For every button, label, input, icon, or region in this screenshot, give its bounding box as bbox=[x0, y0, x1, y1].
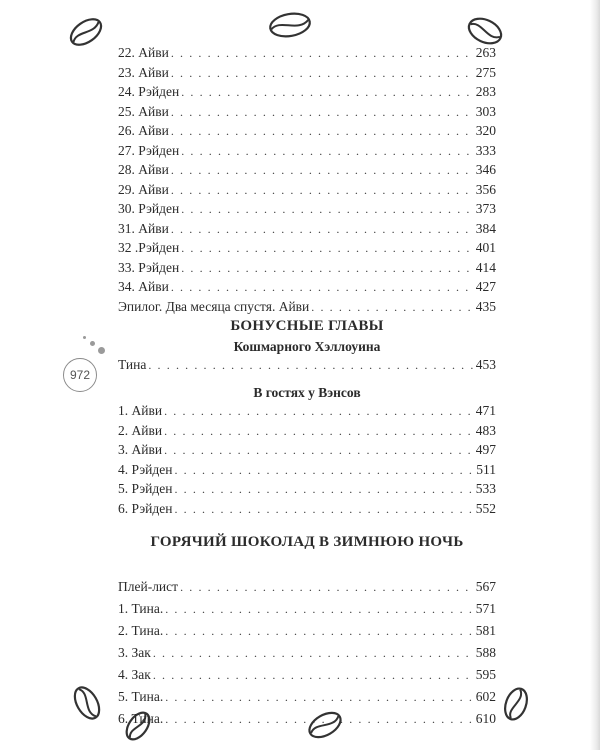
toc-entry bbox=[118, 298, 496, 316]
toc-entry-title: 26. Айви bbox=[118, 123, 169, 138]
toc-entry bbox=[118, 83, 496, 101]
toc-entry-title: 23. Айви bbox=[118, 64, 169, 80]
toc-entry-title: 5. Рэйден bbox=[118, 481, 173, 496]
toc-entry-title: 6. Тина. bbox=[118, 711, 164, 726]
toc-entry bbox=[118, 64, 496, 82]
toc-entry-page: 373 bbox=[475, 201, 496, 216]
decorative-dot bbox=[98, 347, 105, 354]
toc-entry bbox=[118, 578, 496, 596]
toc-leader bbox=[148, 356, 472, 374]
toc-entry-page: 275 bbox=[475, 64, 496, 80]
toc-entry bbox=[118, 103, 496, 121]
coffee-bean-icon bbox=[265, 8, 315, 42]
toc-entry-page: 552 bbox=[475, 500, 496, 516]
toc-entry-title: 3. Зак bbox=[118, 645, 151, 660]
toc-entry-page: 511 bbox=[476, 461, 496, 477]
toc-leader bbox=[181, 142, 473, 160]
toc-leader bbox=[171, 103, 473, 121]
toc-entry-page: 303 bbox=[475, 103, 496, 119]
toc-leader bbox=[164, 422, 473, 440]
toc-leader bbox=[181, 259, 473, 277]
toc-entry-title: 29. Айви bbox=[118, 181, 169, 197]
toc-entry-page: 581 bbox=[475, 623, 496, 638]
subsection-heading: В гостях у Вэнсов bbox=[253, 385, 361, 400]
toc-entry-title: Тина bbox=[118, 357, 147, 372]
toc-leader bbox=[165, 600, 473, 618]
toc-entry bbox=[118, 666, 496, 684]
toc-entry-page: 356 bbox=[475, 181, 496, 197]
toc-entry-title: 34. Айви bbox=[118, 279, 169, 294]
toc-entry-page: 497 bbox=[475, 442, 496, 457]
page-number: 972 bbox=[69, 368, 91, 382]
section-heading: БОНУСНЫЕ ГЛАВЫ bbox=[230, 318, 384, 334]
toc-leader bbox=[164, 441, 473, 459]
toc-leader bbox=[165, 622, 473, 640]
toc-entry-title: 4. Рэйден bbox=[118, 461, 173, 477]
toc-entry bbox=[118, 161, 496, 179]
toc-leader bbox=[181, 83, 473, 101]
toc-entry bbox=[118, 278, 496, 296]
toc-entry-title: 24. Рэйден bbox=[118, 84, 180, 99]
toc-leader bbox=[174, 500, 472, 518]
toc-entry bbox=[118, 44, 496, 62]
decorative-dot bbox=[83, 336, 86, 339]
toc-leader bbox=[171, 161, 473, 179]
toc-entry-page: 588 bbox=[475, 645, 496, 660]
toc-entry-title: 4. Зак bbox=[118, 667, 151, 682]
toc-entry-title: 5. Тина. bbox=[118, 689, 164, 704]
toc-entry-title: 2. Айви bbox=[118, 422, 163, 438]
toc-leader bbox=[171, 122, 473, 140]
toc-entry-page: 471 bbox=[475, 403, 496, 418]
toc-entry-title: 1. Тина. bbox=[118, 601, 164, 616]
toc-leader bbox=[171, 181, 473, 199]
toc-entry-title: Плей-лист bbox=[118, 579, 179, 594]
toc-entry bbox=[118, 644, 496, 662]
toc-entry bbox=[118, 688, 496, 706]
toc-entry-page: 384 bbox=[475, 220, 496, 236]
toc-entry-page: 533 bbox=[475, 481, 496, 496]
toc-leader bbox=[171, 64, 473, 82]
toc-entry-title: 25. Айви bbox=[118, 103, 169, 119]
page-number-badge bbox=[63, 358, 97, 392]
toc-entry bbox=[118, 500, 496, 518]
toc-leader bbox=[165, 688, 473, 706]
toc-entry bbox=[118, 239, 496, 257]
toc-leader bbox=[311, 298, 472, 316]
toc-entry-page: 567 bbox=[475, 579, 496, 594]
toc-entry bbox=[118, 461, 496, 479]
toc-leader bbox=[153, 666, 473, 684]
toc-entry-title: 33. Рэйден bbox=[118, 259, 180, 275]
toc-entry bbox=[118, 441, 496, 459]
toc-leader bbox=[153, 644, 473, 662]
toc-leader bbox=[180, 578, 473, 596]
coffee-bean-icon bbox=[496, 684, 536, 724]
toc-entry-page: 483 bbox=[475, 422, 496, 438]
toc-entry-page: 453 bbox=[475, 357, 496, 372]
toc-leader bbox=[171, 44, 473, 62]
toc-entry-title: Эпилог. Два месяца спустя. Айви bbox=[118, 298, 310, 314]
toc-entry-page: 435 bbox=[475, 298, 496, 314]
decorative-dot bbox=[90, 341, 95, 346]
toc-leader bbox=[181, 239, 473, 257]
toc-entry-page: 263 bbox=[475, 45, 496, 60]
toc-entry-page: 414 bbox=[475, 259, 496, 275]
toc-entry-title: 2. Тина. bbox=[118, 623, 164, 638]
toc-entry bbox=[118, 259, 496, 277]
toc-entry-title: 30. Рэйден bbox=[118, 201, 180, 216]
toc-leader bbox=[171, 278, 473, 296]
toc-entry-title: 32 .Рэйден bbox=[118, 240, 180, 255]
toc-entry-page: 401 bbox=[475, 240, 496, 255]
toc-entry bbox=[118, 220, 496, 238]
subsection-heading: Кошмарного Хэллоуина bbox=[233, 339, 381, 354]
section-heading: ГОРЯЧИЙ ШОКОЛАД В ЗИМНЮЮ НОЧЬ bbox=[150, 534, 464, 550]
toc-entry-title: 28. Айви bbox=[118, 162, 169, 177]
page-edge-shadow bbox=[590, 0, 600, 750]
coffee-bean-icon bbox=[65, 14, 107, 50]
toc-leader bbox=[181, 200, 473, 218]
toc-leader bbox=[171, 220, 473, 238]
toc-entry-page: 595 bbox=[475, 667, 496, 682]
toc-entry-title: 27. Рэйден bbox=[118, 142, 180, 158]
toc-entry-page: 427 bbox=[475, 279, 496, 294]
toc-leader bbox=[174, 461, 473, 479]
toc-leader bbox=[174, 480, 472, 498]
toc-entry bbox=[118, 181, 496, 199]
toc-entry bbox=[118, 402, 496, 420]
toc-entry-page: 610 bbox=[475, 711, 496, 726]
toc-entry bbox=[118, 422, 496, 440]
toc-entry bbox=[118, 200, 496, 218]
toc-leader bbox=[165, 710, 473, 728]
toc-entry bbox=[118, 122, 496, 140]
toc-entry-page: 333 bbox=[475, 142, 496, 158]
toc-entry-page: 320 bbox=[475, 123, 496, 138]
toc-entry-title: 1. Айви bbox=[118, 403, 163, 418]
toc-entry-page: 346 bbox=[475, 162, 496, 177]
coffee-bean-icon bbox=[67, 683, 107, 723]
toc-entry bbox=[118, 356, 496, 374]
toc-entry bbox=[118, 142, 496, 160]
toc-leader bbox=[164, 402, 473, 420]
toc-entry-title: 31. Айви bbox=[118, 220, 169, 236]
toc-entry-page: 571 bbox=[475, 601, 496, 616]
toc-entry bbox=[118, 710, 496, 728]
toc-entry bbox=[118, 600, 496, 618]
toc-entry-title: 3. Айви bbox=[118, 442, 163, 457]
toc-entry-page: 602 bbox=[475, 689, 496, 704]
toc-entry-title: 22. Айви bbox=[118, 45, 169, 60]
toc-entry-page: 283 bbox=[475, 84, 496, 99]
toc-entry bbox=[118, 480, 496, 498]
toc-entry-title: 6. Рэйден bbox=[118, 500, 173, 516]
toc-entry bbox=[118, 622, 496, 640]
